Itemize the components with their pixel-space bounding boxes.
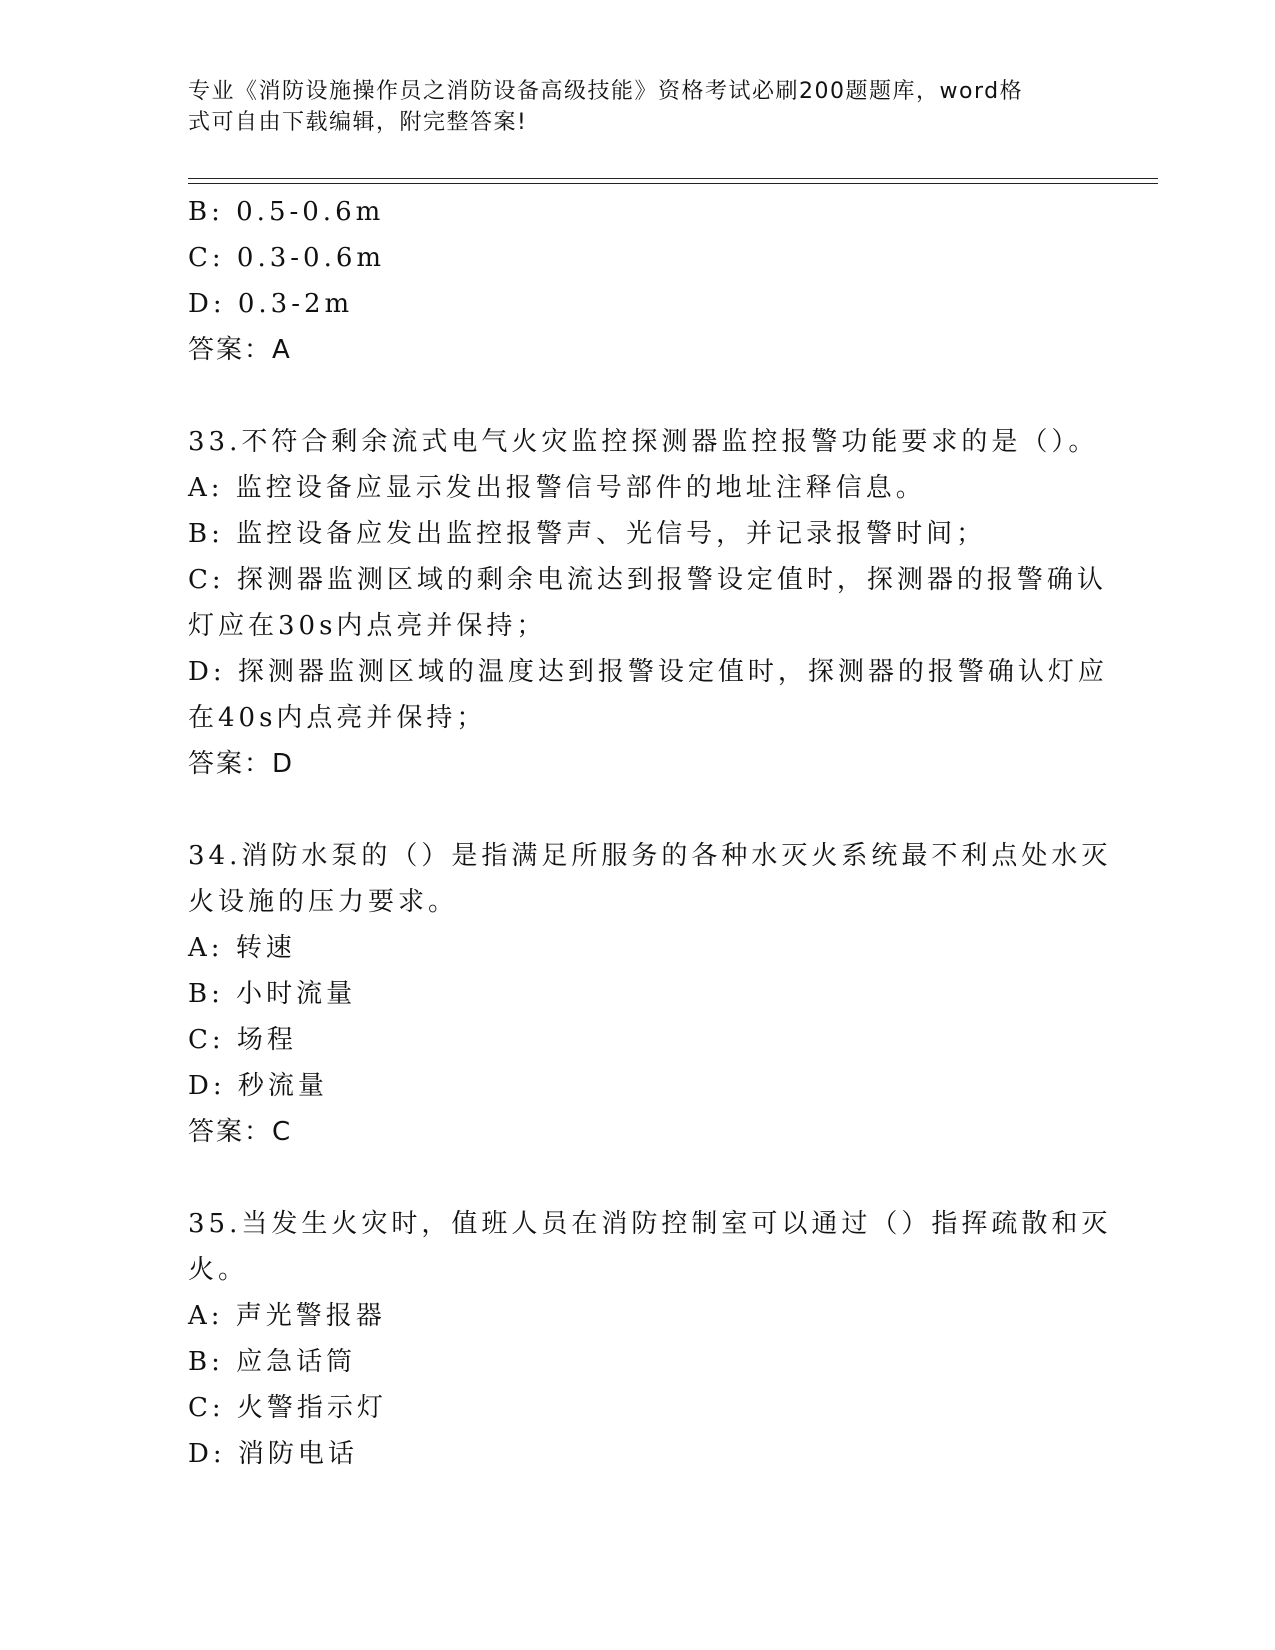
header-line-1: 专业《消防设施操作员之消防设备高级技能》资格考试必刷200题题库，word格 <box>188 79 1024 104</box>
option-b: B: 0.5-0.6m <box>188 197 385 227</box>
question-stem-continued: 火设施的压力要求。 <box>188 887 459 917</box>
question-34 <box>188 833 1112 1155</box>
spacer <box>188 1155 1068 1201</box>
question-32-tail <box>188 189 1068 373</box>
option-b: B: 小时流量 <box>188 979 357 1009</box>
spacer <box>188 373 1068 419</box>
option-c: C: 0.3-0.6m <box>188 243 386 273</box>
question-stem: 34.消防水泵的（）是指满足所服务的各种水灭火系统最不利点处水灭 <box>188 841 1112 871</box>
option-d: D: 探测器监测区域的温度达到报警设定值时，探测器的报警确认灯应 <box>188 657 1108 687</box>
question-list <box>188 189 1112 1477</box>
option-b: B: 监控设备应发出监控报警声、光信号，并记录报警时间； <box>188 519 987 549</box>
option-d: D: 0.3-2m <box>188 289 354 319</box>
header-line-2: 式可自由下载编辑，附完整答案! <box>188 110 528 135</box>
answer-line: 答案：A <box>188 335 292 365</box>
option-c-continued: 灯应在30s内点亮并保持； <box>188 611 547 641</box>
option-c: C: 探测器监测区域的剩余电流达到报警设定值时，探测器的报警确认 <box>188 565 1107 595</box>
question-stem: 33.不符合剩余流式电气火灾监控探测器监控报警功能要求的是（）。 <box>188 427 1099 457</box>
header-divider-bottom <box>188 183 1158 184</box>
option-d-continued: 在40s内点亮并保持； <box>188 703 487 733</box>
question-35 <box>188 1201 1112 1477</box>
option-a: A: 转速 <box>188 933 296 963</box>
question-stem-continued: 火。 <box>188 1255 249 1285</box>
answer-line: 答案：C <box>188 1117 293 1147</box>
option-d: D: 秒流量 <box>188 1071 328 1101</box>
document-header <box>188 76 1068 138</box>
option-c: C: 场程 <box>188 1025 297 1055</box>
option-c: C: 火警指示灯 <box>188 1393 387 1423</box>
answer-line: 答案：D <box>188 749 295 779</box>
header-divider-top <box>188 178 1158 179</box>
question-33 <box>188 419 1108 787</box>
option-a: A: 声光警报器 <box>188 1301 386 1331</box>
spacer <box>188 787 1068 833</box>
question-stem: 35.当发生火灾时，值班人员在消防控制室可以通过（）指挥疏散和灭 <box>188 1209 1112 1239</box>
option-d: D: 消防电话 <box>188 1439 358 1469</box>
option-b: B: 应急话筒 <box>188 1347 357 1377</box>
option-a: A: 监控设备应显示发出报警信号部件的地址注释信息。 <box>188 473 926 503</box>
